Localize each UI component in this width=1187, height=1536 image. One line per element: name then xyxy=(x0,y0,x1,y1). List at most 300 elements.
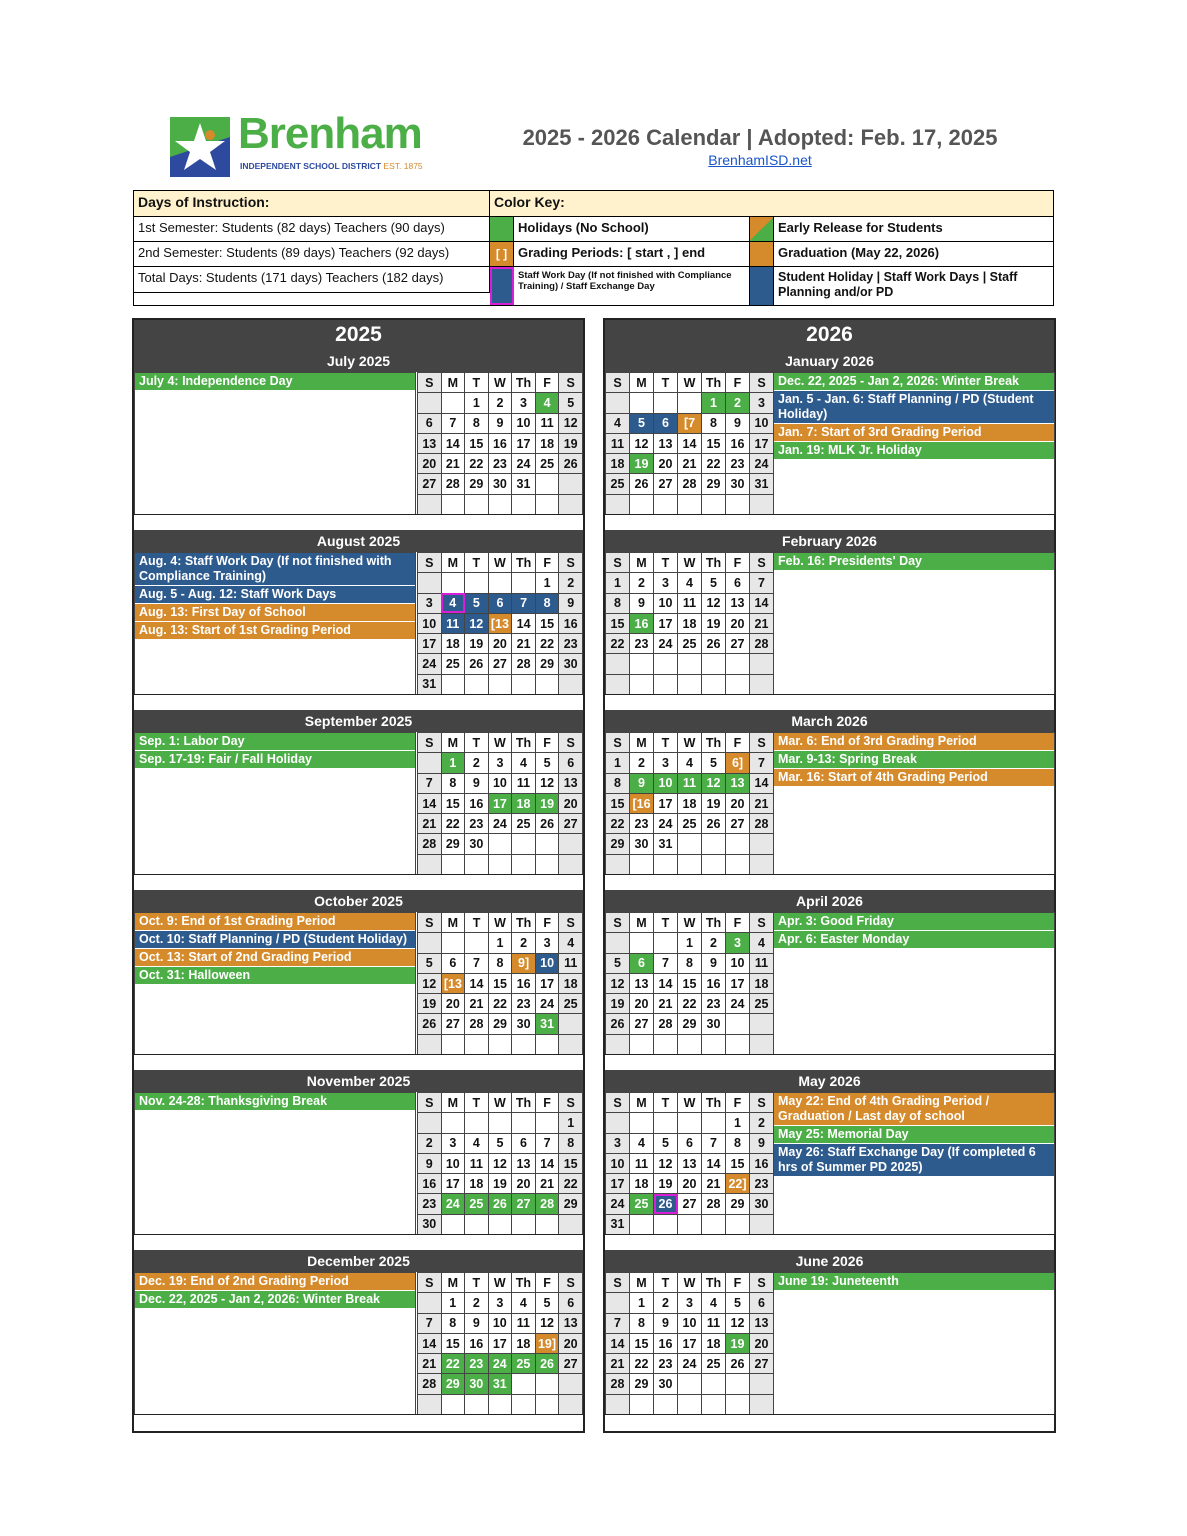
empty-cell xyxy=(465,933,489,953)
day-cell: 5 xyxy=(535,1293,559,1313)
event-list xyxy=(773,1272,1055,1414)
empty-cell xyxy=(441,933,465,953)
holiday-swatch xyxy=(490,217,514,242)
day-cell: 12 xyxy=(702,593,726,613)
empty-cell xyxy=(630,1034,654,1054)
empty-cell xyxy=(535,834,559,854)
empty-cell xyxy=(606,494,630,514)
day-cell: 22 xyxy=(630,1354,654,1374)
month-block xyxy=(134,1250,583,1430)
day-cell: 30 xyxy=(654,1374,678,1394)
event-list xyxy=(773,372,1055,514)
day-cell: 8 xyxy=(702,413,726,433)
day-cell: 26 xyxy=(606,1014,630,1034)
day-cell: 12 xyxy=(726,1313,750,1333)
day-cell: 16 xyxy=(702,973,726,993)
day-cell: 13 xyxy=(512,1153,536,1173)
day-cell: 3 xyxy=(488,1293,512,1313)
day-cell: 11 xyxy=(702,1313,726,1333)
day-cell: 25 xyxy=(465,1194,489,1214)
empty-cell xyxy=(418,1113,442,1133)
day-cell: 9] xyxy=(512,953,536,973)
empty-cell xyxy=(726,1394,750,1414)
empty-cell xyxy=(726,1374,750,1394)
empty-cell xyxy=(512,1034,536,1054)
empty-cell xyxy=(630,674,654,694)
event-item: Aug. 13: Start of 1st Grading Period xyxy=(135,622,415,640)
day-cell: 1 xyxy=(678,933,702,953)
empty-cell xyxy=(630,393,654,413)
day-cell: 25 xyxy=(678,814,702,834)
day-cell: 7 xyxy=(535,1133,559,1153)
day-cell: 27 xyxy=(512,1194,536,1214)
event-item: Dec. 22, 2025 - Jan 2, 2026: Winter Break xyxy=(135,1291,415,1309)
day-cell: 17 xyxy=(750,433,774,453)
day-cell: 26 xyxy=(465,654,489,674)
day-cell: 18 xyxy=(535,433,559,453)
day-cell: 15 xyxy=(441,1333,465,1353)
day-cell: 8 xyxy=(726,1133,750,1153)
day-cell: 11 xyxy=(678,773,702,793)
staff-work-key-label: Staff Work Day (If not finished with Compliance Training) / Staff Exchange Day xyxy=(514,267,750,305)
empty-cell xyxy=(654,854,678,874)
empty-cell xyxy=(418,854,442,874)
weekday-header: T xyxy=(654,733,678,753)
day-cell: 19 xyxy=(535,793,559,813)
day-cell: 12 xyxy=(465,613,489,633)
empty-cell xyxy=(512,573,536,593)
day-cell: 9 xyxy=(702,953,726,973)
month-divider xyxy=(134,1054,583,1071)
day-cell: 2 xyxy=(726,393,750,413)
event-item: Aug. 13: First Day of School xyxy=(135,604,415,622)
empty-cell xyxy=(488,1394,512,1414)
day-cell: 15 xyxy=(559,1153,583,1173)
day-cell: 20 xyxy=(654,454,678,474)
month-divider xyxy=(134,694,583,711)
empty-cell xyxy=(630,1214,654,1234)
day-cell: 12 xyxy=(535,773,559,793)
day-cell: 27 xyxy=(750,1354,774,1374)
day-cell: 24 xyxy=(750,454,774,474)
day-cell: 1 xyxy=(441,1293,465,1313)
day-cell: 5 xyxy=(702,753,726,773)
day-cell: 3 xyxy=(488,753,512,773)
day-cell: 10 xyxy=(512,413,536,433)
day-cell: 19 xyxy=(702,793,726,813)
day-cell: 18 xyxy=(702,1333,726,1353)
weekday-header: S xyxy=(606,553,630,573)
day-cell: 20 xyxy=(441,994,465,1014)
day-cell: 5 xyxy=(702,573,726,593)
day-cell: 18 xyxy=(512,1333,536,1353)
day-cell: 8 xyxy=(630,1313,654,1333)
weekday-header: Th xyxy=(702,373,726,393)
empty-cell xyxy=(418,494,442,514)
day-cell: 29 xyxy=(441,1374,465,1394)
day-cell: 2 xyxy=(630,753,654,773)
event-list xyxy=(773,732,1055,874)
day-cell: 10 xyxy=(535,953,559,973)
empty-cell xyxy=(488,854,512,874)
day-cell: 22 xyxy=(559,1174,583,1194)
day-cell: 25 xyxy=(750,994,774,1014)
day-cell: 15 xyxy=(488,973,512,993)
day-cell: 19 xyxy=(488,1174,512,1194)
day-cell: 14 xyxy=(750,773,774,793)
day-cell: 16 xyxy=(488,433,512,453)
day-cell: 28 xyxy=(418,834,442,854)
empty-cell xyxy=(488,573,512,593)
day-cell: 4 xyxy=(441,593,465,613)
total-days: Total Days: Students (171 days) Teachers (182 days) xyxy=(134,267,490,293)
empty-cell xyxy=(630,654,654,674)
day-cell: 10 xyxy=(441,1153,465,1173)
empty-cell xyxy=(418,753,442,773)
day-cell: 31 xyxy=(606,1214,630,1234)
day-cell: 18 xyxy=(559,973,583,993)
weekday-header: T xyxy=(465,1093,489,1113)
empty-cell xyxy=(654,1113,678,1133)
empty-cell xyxy=(726,1214,750,1234)
weekday-header: S xyxy=(606,1273,630,1293)
event-list xyxy=(134,1272,416,1414)
day-cell: 22 xyxy=(678,994,702,1014)
day-cell: 11 xyxy=(559,953,583,973)
weekday-header: S xyxy=(750,373,774,393)
day-cell: 5 xyxy=(606,953,630,973)
month-divider xyxy=(605,874,1054,891)
day-cell: 22 xyxy=(488,994,512,1014)
day-cell: 28 xyxy=(441,474,465,494)
empty-cell xyxy=(702,1113,726,1133)
weekday-header: W xyxy=(678,913,702,933)
weekday-header: S xyxy=(559,913,583,933)
empty-cell xyxy=(441,1214,465,1234)
day-cell: 18 xyxy=(441,634,465,654)
day-cell: 4 xyxy=(750,933,774,953)
holiday-key-label: Holidays (No School) xyxy=(514,217,750,242)
weekday-header: Th xyxy=(512,553,536,573)
empty-cell xyxy=(512,494,536,514)
day-cell: 21 xyxy=(750,793,774,813)
empty-cell xyxy=(559,1394,583,1414)
day-cell: 19 xyxy=(654,1174,678,1194)
day-cell: 29 xyxy=(535,654,559,674)
month-block xyxy=(134,890,583,1070)
empty-cell xyxy=(488,494,512,514)
empty-cell xyxy=(535,1034,559,1054)
day-cell: 9 xyxy=(465,773,489,793)
empty-cell xyxy=(418,1034,442,1054)
day-cell: 17 xyxy=(441,1174,465,1194)
empty-cell xyxy=(678,1394,702,1414)
day-cell: 14 xyxy=(418,1333,442,1353)
weekday-header: F xyxy=(726,553,750,573)
weekday-header: S xyxy=(750,1273,774,1293)
month-grid xyxy=(605,1272,774,1415)
day-cell: 3 xyxy=(441,1133,465,1153)
empty-cell xyxy=(512,1113,536,1133)
day-cell: 31 xyxy=(418,674,442,694)
day-cell: 4 xyxy=(702,1293,726,1313)
day-cell: 9 xyxy=(488,413,512,433)
day-cell: 9 xyxy=(465,1313,489,1333)
empty-cell xyxy=(630,1113,654,1133)
month-title: August 2025 xyxy=(134,530,583,552)
day-cell: 18 xyxy=(678,613,702,633)
grading-swatch: [ ] xyxy=(490,242,514,267)
day-cell: 29 xyxy=(559,1194,583,1214)
day-cell: 26 xyxy=(702,634,726,654)
day-cell: 22 xyxy=(702,454,726,474)
weekday-header: T xyxy=(654,1273,678,1293)
weekday-header: F xyxy=(726,1093,750,1113)
logo-sub-text: INDEPENDENT SCHOOL DISTRICT xyxy=(240,161,382,171)
day-cell: 29 xyxy=(702,474,726,494)
weekday-header: W xyxy=(678,553,702,573)
weekday-header: Th xyxy=(512,1093,536,1113)
empty-cell xyxy=(606,393,630,413)
weekday-header: M xyxy=(441,733,465,753)
day-cell: 22 xyxy=(441,814,465,834)
weekday-header: S xyxy=(418,913,442,933)
day-cell: 27 xyxy=(559,1354,583,1374)
month-grid xyxy=(417,372,583,515)
weekday-header: F xyxy=(726,733,750,753)
day-cell: 13 xyxy=(559,1313,583,1333)
day-cell: 5 xyxy=(488,1133,512,1153)
day-cell: 6 xyxy=(654,413,678,433)
empty-cell xyxy=(726,1014,750,1034)
empty-cell xyxy=(441,1113,465,1133)
day-cell: 9 xyxy=(750,1133,774,1153)
day-cell: 25 xyxy=(606,474,630,494)
month-title: November 2025 xyxy=(134,1070,583,1092)
day-cell: 9 xyxy=(726,413,750,433)
empty-cell xyxy=(535,1214,559,1234)
day-cell: 25 xyxy=(441,654,465,674)
day-cell: [16 xyxy=(630,793,654,813)
day-cell: 21 xyxy=(512,634,536,654)
day-cell: 30 xyxy=(418,1214,442,1234)
website-link[interactable]: BrenhamISD.net xyxy=(708,152,812,168)
day-cell: 29 xyxy=(606,834,630,854)
day-cell: 20 xyxy=(559,793,583,813)
day-cell: 31 xyxy=(654,834,678,854)
day-cell: 20 xyxy=(512,1174,536,1194)
month-grid xyxy=(417,1092,583,1235)
month-divider xyxy=(134,874,583,891)
day-cell: 7 xyxy=(512,593,536,613)
event-item: Sep. 17-19: Fair / Fall Holiday xyxy=(135,751,415,769)
weekday-header: M xyxy=(630,1273,654,1293)
month-grid xyxy=(417,912,583,1055)
empty-cell xyxy=(702,1214,726,1234)
day-cell: 1 xyxy=(559,1113,583,1133)
day-cell: 9 xyxy=(559,593,583,613)
instruction-heading: Days of Instruction: xyxy=(134,191,490,217)
day-cell: 9 xyxy=(418,1153,442,1173)
day-cell: 7 xyxy=(465,953,489,973)
month-divider xyxy=(605,1234,1054,1251)
month-block xyxy=(134,1070,583,1250)
day-cell: 29 xyxy=(488,1014,512,1034)
day-cell: 5 xyxy=(535,753,559,773)
empty-cell xyxy=(654,1214,678,1234)
weekday-header: M xyxy=(441,373,465,393)
day-cell: 16 xyxy=(418,1174,442,1194)
event-list xyxy=(134,372,416,514)
day-cell: 2 xyxy=(465,753,489,773)
empty-cell xyxy=(678,674,702,694)
day-cell: 11 xyxy=(630,1153,654,1173)
event-item: July 4: Independence Day xyxy=(135,373,415,391)
month-block xyxy=(134,710,583,890)
empty-cell xyxy=(678,834,702,854)
month-title: June 2026 xyxy=(605,1250,1054,1272)
day-cell: 13 xyxy=(750,1313,774,1333)
day-cell: 1 xyxy=(465,393,489,413)
day-cell: 20 xyxy=(488,634,512,654)
empty-cell xyxy=(630,854,654,874)
weekday-header: T xyxy=(654,913,678,933)
empty-cell xyxy=(606,1034,630,1054)
day-cell: 16 xyxy=(465,793,489,813)
weekday-header: M xyxy=(630,733,654,753)
day-cell: 4 xyxy=(678,573,702,593)
day-cell: 18 xyxy=(630,1174,654,1194)
weekday-header: M xyxy=(441,1093,465,1113)
empty-cell xyxy=(750,674,774,694)
empty-cell xyxy=(726,1034,750,1054)
district-logo xyxy=(168,109,438,183)
day-cell: 4 xyxy=(535,393,559,413)
day-cell: 13 xyxy=(630,973,654,993)
empty-cell xyxy=(726,854,750,874)
empty-cell xyxy=(654,494,678,514)
day-cell: 5 xyxy=(418,953,442,973)
weekday-header: S xyxy=(606,733,630,753)
weekday-header: F xyxy=(535,1273,559,1293)
empty-cell xyxy=(606,1113,630,1133)
day-cell: 2 xyxy=(702,933,726,953)
empty-cell xyxy=(726,654,750,674)
weekday-header: S xyxy=(559,373,583,393)
empty-cell xyxy=(441,1034,465,1054)
day-cell: 15 xyxy=(465,433,489,453)
day-cell: 21 xyxy=(418,814,442,834)
event-list xyxy=(134,912,416,1054)
month-block xyxy=(605,530,1054,710)
student-holiday-swatch xyxy=(750,267,774,305)
empty-cell xyxy=(488,674,512,694)
day-cell: 6 xyxy=(726,573,750,593)
weekday-header: M xyxy=(441,553,465,573)
weekday-header: S xyxy=(606,1093,630,1113)
day-cell: 18 xyxy=(606,454,630,474)
month-title: April 2026 xyxy=(605,890,1054,912)
empty-cell xyxy=(702,654,726,674)
day-cell: 21 xyxy=(441,454,465,474)
year-2026-panel xyxy=(603,318,1056,1433)
day-cell: 23 xyxy=(465,814,489,834)
event-item: Aug. 5 - Aug. 12: Staff Work Days xyxy=(135,586,415,604)
empty-cell xyxy=(702,834,726,854)
day-cell: 21 xyxy=(750,613,774,633)
day-cell: 4 xyxy=(606,413,630,433)
empty-cell xyxy=(512,854,536,874)
empty-cell xyxy=(750,1034,774,1054)
day-cell: 3 xyxy=(750,393,774,413)
empty-cell xyxy=(654,654,678,674)
weekday-header: Th xyxy=(702,1273,726,1293)
day-cell: 3 xyxy=(535,933,559,953)
event-item: Oct. 9: End of 1st Grading Period xyxy=(135,913,415,931)
day-cell: 11 xyxy=(512,773,536,793)
day-cell: 25 xyxy=(630,1194,654,1214)
month-title: January 2026 xyxy=(605,350,1054,372)
weekday-header: W xyxy=(488,1093,512,1113)
day-cell: 12 xyxy=(535,1313,559,1333)
day-cell: 8 xyxy=(559,1133,583,1153)
empty-cell xyxy=(654,393,678,413)
month-block xyxy=(605,710,1054,890)
logo-subtitle xyxy=(240,161,423,171)
day-cell: 23 xyxy=(654,1354,678,1374)
weekday-header: T xyxy=(465,733,489,753)
day-cell: 15 xyxy=(606,793,630,813)
empty-cell xyxy=(702,854,726,874)
event-item: Oct. 10: Staff Planning / PD (Student Holiday) xyxy=(135,931,415,949)
day-cell: 12 xyxy=(606,973,630,993)
day-cell: 23 xyxy=(512,994,536,1014)
weekday-header: F xyxy=(535,553,559,573)
day-cell: 17 xyxy=(512,433,536,453)
month-title: February 2026 xyxy=(605,530,1054,552)
day-cell: 24 xyxy=(418,654,442,674)
day-cell: 24 xyxy=(488,1354,512,1374)
day-cell: [7 xyxy=(678,413,702,433)
weekday-header: T xyxy=(465,913,489,933)
day-cell: 28 xyxy=(606,1374,630,1394)
event-list xyxy=(773,1092,1055,1234)
day-cell: 30 xyxy=(512,1014,536,1034)
empty-cell xyxy=(465,1214,489,1234)
day-cell: 22 xyxy=(606,634,630,654)
weekday-header: M xyxy=(630,1093,654,1113)
day-cell: 28 xyxy=(535,1194,559,1214)
month-title: July 2025 xyxy=(134,350,583,372)
event-item: Mar. 6: End of 3rd Grading Period xyxy=(774,733,1054,751)
day-cell: 26 xyxy=(535,1354,559,1374)
empty-cell xyxy=(488,1034,512,1054)
day-cell: 7 xyxy=(418,1313,442,1333)
weekday-header: F xyxy=(535,913,559,933)
day-cell: 11 xyxy=(535,413,559,433)
day-cell: 30 xyxy=(488,474,512,494)
day-cell: 31 xyxy=(512,474,536,494)
day-cell: 16 xyxy=(726,433,750,453)
day-cell: 27 xyxy=(488,654,512,674)
weekday-header: F xyxy=(535,733,559,753)
day-cell: 1 xyxy=(606,753,630,773)
day-cell: 8 xyxy=(678,953,702,973)
weekday-header: M xyxy=(441,1273,465,1293)
day-cell: 22] xyxy=(726,1174,750,1194)
day-cell: 8 xyxy=(441,1313,465,1333)
day-cell: 21 xyxy=(678,454,702,474)
